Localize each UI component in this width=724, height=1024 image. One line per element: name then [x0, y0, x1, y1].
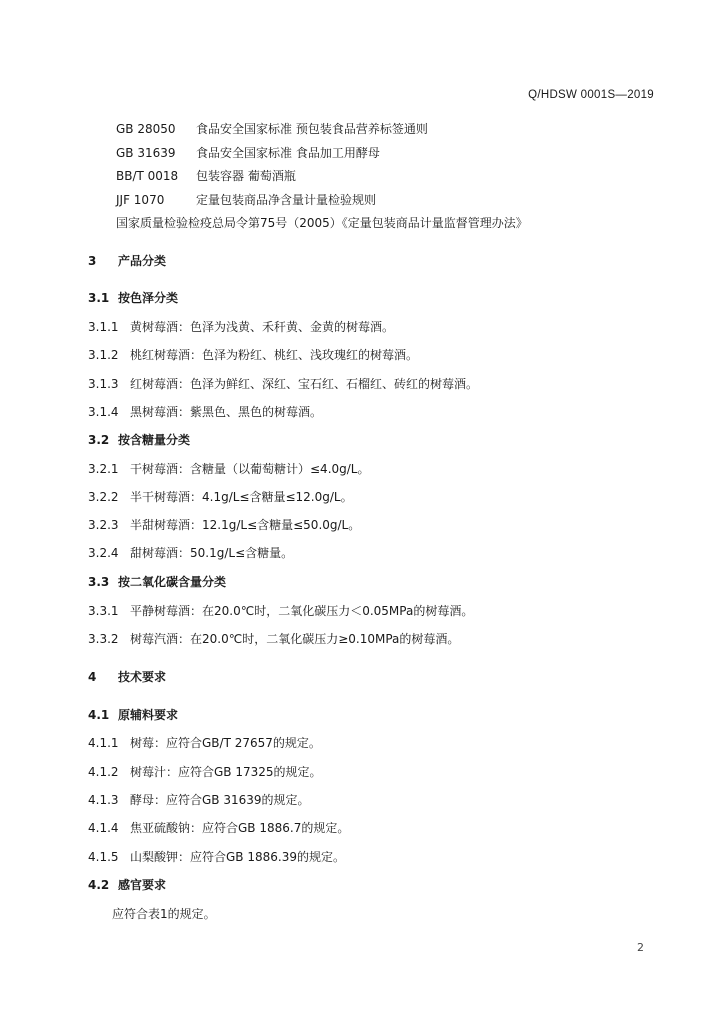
clause — [88, 849, 345, 865]
section-number: 3 — [88, 254, 97, 268]
reference-item-full: 国家质量检验检疫总局令第75号（2005）《定量包装商品计量监督管理办法》 — [116, 216, 528, 230]
clause-text: 树莓：应符合GB/T 27657的规定。 — [130, 736, 321, 750]
clause-text: 酵母：应符合GB 31639的规定。 — [130, 793, 310, 807]
clause-text: 甜树莓酒：50.1g/L≤含糖量。 — [130, 546, 294, 560]
subsection-heading — [88, 290, 178, 306]
clause-text: 焦亚硫酸钠：应符合GB 1886.7的规定。 — [130, 821, 350, 835]
clause-number: 3.3.2 — [88, 632, 119, 646]
clause-text: 干树莓酒：含糖量（以葡萄糖计）≤4.0g/L。 — [130, 462, 370, 476]
clause — [88, 376, 478, 392]
subsection-title: 按二氧化碳含量分类 — [118, 575, 227, 589]
section-heading — [88, 669, 166, 685]
clause-number: 3.2.2 — [88, 490, 119, 504]
reference-item — [116, 145, 528, 169]
clause — [88, 820, 349, 836]
clause-number: 3.1.2 — [88, 348, 119, 362]
clause — [88, 603, 473, 619]
clause-text: 红树莓酒：色泽为鲜红、深红、宝石红、石榴红、砖红的树莓酒。 — [130, 377, 479, 391]
subsection-heading — [88, 432, 190, 448]
subsection-heading — [88, 877, 166, 893]
clause — [88, 545, 293, 561]
clause-number: 3.2.1 — [88, 462, 119, 476]
subsection-heading — [88, 707, 178, 723]
reference-code: GB 28050 — [116, 122, 176, 136]
clause — [88, 461, 370, 477]
clause — [88, 404, 322, 420]
subsection-number: 3.2 — [88, 433, 110, 447]
page-number: 2 — [637, 941, 644, 954]
clause-number: 3.3.1 — [88, 604, 119, 618]
clause-text: 平静树莓酒：在20.0℃时，二氧化碳压力＜0.05MPa的树莓酒。 — [130, 604, 474, 618]
clause-text: 桃红树莓酒：色泽为粉红、桃红、浅玫瑰红的树莓酒。 — [130, 348, 419, 362]
clause — [88, 764, 322, 780]
reference-title: 食品安全国家标准 预包装食品营养标签通则 — [196, 122, 428, 136]
subsection-title: 感官要求 — [118, 878, 167, 892]
clause-text: 黑树莓酒：紫黑色、黑色的树莓酒。 — [130, 405, 323, 419]
reference-item — [116, 121, 528, 145]
reference-code: BB/T 0018 — [116, 169, 179, 183]
clause-text: 树莓汁：应符合GB 17325的规定。 — [130, 765, 322, 779]
clause-number: 3.1.1 — [88, 320, 119, 334]
clause-number: 4.1.4 — [88, 821, 119, 835]
clause-text: 山梨酸钾：应符合GB 1886.39的规定。 — [130, 850, 345, 864]
reference-code: GB 31639 — [116, 145, 176, 160]
normative-references-list — [116, 121, 528, 239]
reference-code: JJF 1070 — [116, 192, 165, 207]
reference-title: 包装容器 葡萄酒瓶 — [196, 169, 296, 183]
clause-number: 3.2.4 — [88, 546, 119, 560]
reference-title: 食品安全国家标准 食品加工用酵母 — [196, 145, 380, 160]
clause — [88, 631, 459, 647]
doc-code-header: Q/HDSW 0001S—2019 — [528, 89, 654, 101]
clause-number: 3.1.4 — [88, 405, 119, 419]
subsection-heading — [88, 574, 226, 590]
clause — [88, 319, 394, 335]
subsection-number: 3.1 — [88, 291, 110, 305]
reference-title: 定量包装商品净含量计量检验规则 — [196, 192, 377, 207]
clause-text: 树莓汽酒：在20.0℃时，二氧化碳压力≥0.10MPa的树莓酒。 — [130, 632, 460, 646]
clause — [88, 517, 360, 533]
reference-item — [116, 192, 528, 216]
subsection-title: 按色泽分类 — [118, 291, 179, 305]
clause-number: 4.1.1 — [88, 736, 119, 750]
subsection-title: 按含糖量分类 — [118, 433, 191, 447]
reference-item — [116, 168, 528, 192]
clause-number: 4.1.2 — [88, 765, 119, 779]
section-title: 产品分类 — [118, 254, 167, 268]
clause — [88, 347, 418, 363]
body-paragraph: 应符合表1的规定。 — [112, 907, 216, 921]
clause — [88, 735, 321, 751]
clause-number: 4.1.3 — [88, 793, 119, 807]
section-title: 技术要求 — [118, 670, 167, 684]
subsection-number: 4.2 — [88, 878, 110, 892]
subsection-title: 原辅料要求 — [118, 708, 179, 722]
section-heading — [88, 253, 166, 269]
subsection-number: 3.3 — [88, 575, 110, 589]
clause — [88, 792, 310, 808]
clause-number: 3.2.3 — [88, 518, 119, 532]
clause-text: 黄树莓酒：色泽为浅黄、禾秆黄、金黄的树莓酒。 — [130, 320, 395, 334]
subsection-number: 4.1 — [88, 708, 110, 722]
section-number: 4 — [88, 670, 97, 684]
clause-text: 半干树莓酒：4.1g/L≤含糖量≤12.0g/L。 — [130, 490, 353, 504]
clause-number: 3.1.3 — [88, 377, 119, 391]
clause — [88, 489, 353, 505]
clause-number: 4.1.5 — [88, 850, 119, 864]
clause-text: 半甜树莓酒：12.1g/L≤含糖量≤50.0g/L。 — [130, 518, 361, 532]
